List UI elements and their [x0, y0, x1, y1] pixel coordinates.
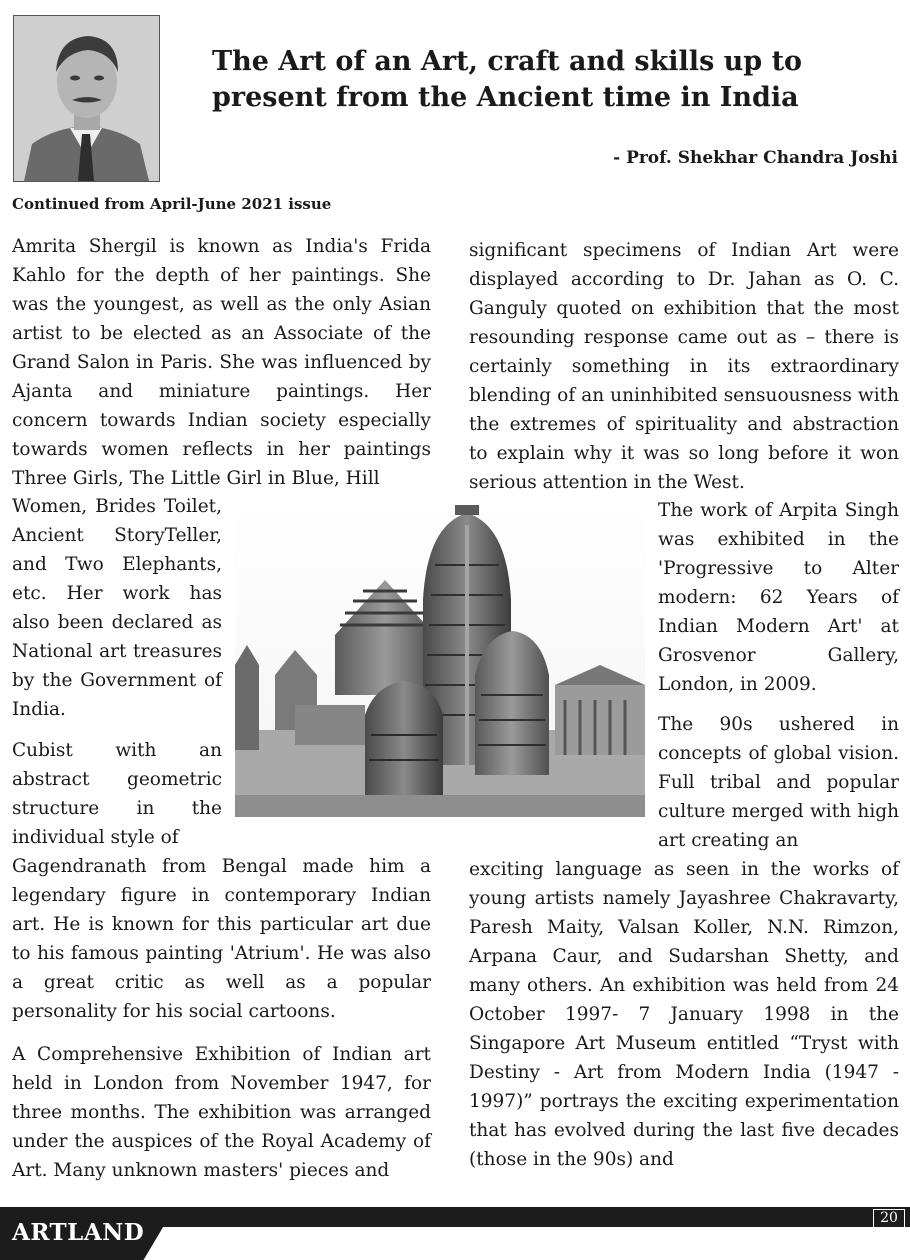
right-paragraph-1: significant specimens of Indian Art were displayed according to Dr. Jahan as O. C. Ganguly quoted on exhibition that the most resounding response came out as – there is certainly something in its extraordinary blending of an uninhibited sensuousness with the extremes of spirituality and abstraction to explain why it was so long before it won serious attention in the West. [469, 240, 899, 493]
temple-photo [235, 505, 645, 817]
left-paragraph-1-wrap: Women, Brides Toilet, Ancient StoryTeller, and Two Elephants, etc. Her work has also been declared as National art treasures by the Government of India. [12, 496, 222, 720]
temple-image [235, 505, 645, 817]
magazine-brand: ARTLAND [12, 1219, 145, 1246]
left-paragraph-2-wrap: Cubist with an abstract geometric structure in the individual style of [12, 740, 222, 848]
article-title: The Art of an Art, craft and skills up to present from the Ancient time in India [212, 46, 803, 113]
continued-note: Continued from April-June 2021 issue [12, 195, 332, 213]
page-number: 20 [873, 1209, 905, 1228]
left-paragraph-2: Gagendranath from Bengal made him a legendary figure in contemporary Indian art. He is known for this particular art due to his famous painting 'Atrium'. He was also a great critic as well as a popular personality for his social cartoons. [12, 856, 431, 1022]
left-paragraph-1: Amrita Shergil is known as India's Frida Kahlo for the depth of her paintings. She was the youngest, as well as the only Asian artist to be elected as an Associate of the Grand Salon in Paris. She was influenced by Ajanta and miniature paintings. Her concern towards Indian society especially towards women reflects in her paintings Three Girls, The Little Girl in Blue, Hill [12, 236, 431, 489]
right-paragraph-2-wrap: The work of Arpita Singh was exhibited in the 'Progressive to Alter modern: 62 Years of Indian Modern Art' at Grosvenor Gallery, London, in 2009. [658, 500, 899, 695]
author-portrait [13, 15, 160, 182]
right-paragraph-3-wrap: The 90s ushered in concepts of global vision. Full tribal and popular culture merged with high art creating an [658, 714, 899, 851]
article-author: - Prof. Shekhar Chandra Joshi [613, 148, 898, 168]
right-paragraph-3: exciting language as seen in the works of young artists namely Jayashree Chakravarty, Paresh Maity, Valsan Koller, N.N. Rimzon, Arpana Caur, and Sudarshan Shetty, and many others. An exhibition was held from 24 October 1997- 7 January 1998 in the Singapore Art Museum entitled “Tryst with Destiny - Art from Modern India (1947 - 1997)” portrays the exciting experimentation that has evolved during the last five decades (those in the 90s) and [469, 859, 899, 1170]
portrait-image [14, 16, 159, 181]
left-paragraph-3: A Comprehensive Exhibition of Indian art held in London from November 1947, for three months. The exhibition was arranged under the auspices of the Royal Academy of Art. Many unknown masters' pieces and [12, 1044, 431, 1181]
